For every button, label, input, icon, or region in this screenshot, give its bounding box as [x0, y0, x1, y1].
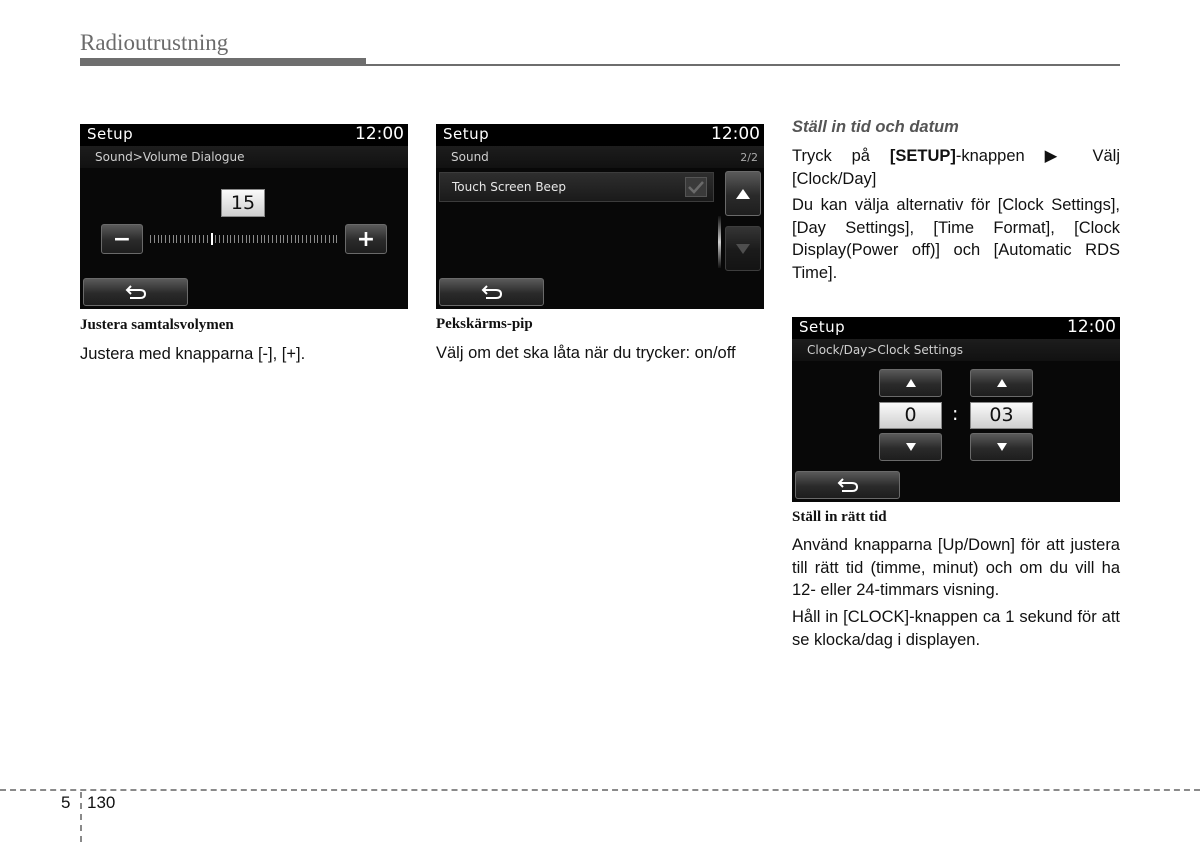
screen-clock: 12:00: [355, 124, 404, 144]
back-button[interactable]: [795, 471, 900, 499]
back-button[interactable]: [439, 278, 544, 306]
arrow-down-icon: [906, 443, 916, 451]
list-item-label: Touch Screen Beep: [452, 180, 566, 194]
screen-breadcrumb: Sound>Volume Dialogue: [95, 150, 245, 164]
page-header-title: Radioutrustning: [80, 30, 229, 55]
volume-slider[interactable]: [150, 232, 338, 246]
paragraph-options: Du kan välja alternativ för [Clock Settings], [Day Settings], [Time Format], [Clock Display(Power off)] och [Automatic RDS Time].: [792, 196, 1120, 282]
setup-key-label: [SETUP]: [889, 147, 956, 165]
minute-down-button[interactable]: [970, 433, 1033, 461]
header-rule: [366, 64, 1120, 66]
paragraph-setup-prefix: Tryck på: [792, 147, 890, 165]
chapter-number: 5: [61, 793, 71, 812]
volume-value: 15: [221, 189, 265, 217]
screen-breadcrumb-bar: [80, 146, 408, 168]
paragraph-setup-rest: -knappen ▶ Välj [Clock/Day]: [792, 147, 1120, 188]
hour-up-button[interactable]: [879, 369, 942, 397]
arrow-down-icon: [736, 244, 750, 254]
screen-title: Setup: [443, 125, 490, 143]
arrow-down-icon: [997, 443, 1007, 451]
scroll-up-button[interactable]: [725, 171, 761, 216]
screen-clock: 12:00: [1067, 317, 1116, 337]
beep-screen: [436, 124, 764, 309]
page-indicator: 2/2: [740, 151, 758, 164]
screen-breadcrumb: Clock/Day>Clock Settings: [807, 343, 964, 357]
caption-clock: Ställ in rätt tid: [792, 509, 887, 525]
paragraph-setup: [792, 145, 1120, 190]
scrollbar[interactable]: [718, 216, 721, 268]
footer-rule: [0, 789, 1200, 791]
footer-divider: [80, 792, 82, 842]
arrow-up-icon: [736, 189, 750, 199]
scroll-down-button[interactable]: [725, 226, 761, 271]
text-beep: Välj om det ska låta när du trycker: on/off: [436, 344, 736, 362]
minute-up-button[interactable]: [970, 369, 1033, 397]
volume-plus-button[interactable]: +: [345, 224, 387, 254]
paragraph-clock-key: Håll in [CLOCK]-knappen ca 1 sekund för att se klocka/dag i displayen.: [792, 608, 1120, 649]
page-number: 130: [87, 793, 116, 812]
checkmark-icon: [686, 178, 706, 196]
back-button[interactable]: [83, 278, 188, 306]
back-arrow-icon: [124, 284, 148, 300]
screen-title: Setup: [87, 125, 134, 143]
caption-beep: Pekskärms-pip: [436, 316, 533, 332]
caption-volume: Justera samtalsvolymen: [80, 317, 234, 333]
time-separator: :: [952, 403, 959, 425]
screen-titlebar: [80, 124, 408, 146]
screen-breadcrumb-bar: [436, 146, 764, 168]
text-volume: Justera med knapparna [-], [+].: [80, 345, 306, 363]
screen-titlebar: [436, 124, 764, 146]
volume-minus-button[interactable]: −: [101, 224, 143, 254]
hour-value: 0: [879, 402, 942, 429]
list-item-touch-screen-beep[interactable]: [439, 172, 714, 202]
minute-value: 03: [970, 402, 1033, 429]
beep-checkbox[interactable]: [685, 177, 707, 197]
paragraph-up-down: Använd knapparna [Up/Down] för att justera till rätt tid (timme, minut) och om du vill ha 12- eller 24-timmars visning.: [792, 536, 1120, 599]
hour-down-button[interactable]: [879, 433, 942, 461]
screen-title: Setup: [799, 318, 846, 336]
clock-screen: [792, 317, 1120, 502]
screen-clock: 12:00: [711, 124, 760, 144]
header-bar: [80, 58, 366, 66]
screen-breadcrumb: Sound: [451, 150, 489, 164]
section-title: Ställ in tid och datum: [792, 118, 959, 136]
back-arrow-icon: [836, 477, 860, 493]
screen-breadcrumb-bar: [792, 339, 1120, 361]
screen-titlebar: [792, 317, 1120, 339]
arrow-up-icon: [906, 379, 916, 387]
volume-screen: [80, 124, 408, 309]
arrow-up-icon: [997, 379, 1007, 387]
back-arrow-icon: [480, 284, 504, 300]
